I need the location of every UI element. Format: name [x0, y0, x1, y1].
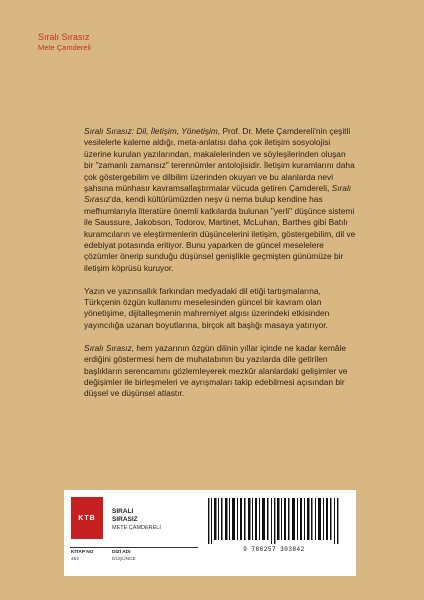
- book-author: Mete Çamdereli: [38, 43, 91, 52]
- header-block: [38, 32, 91, 53]
- publisher-logo: KTB: [71, 497, 103, 539]
- blurb-italic-1: Sıralı Sırasız: Dil, İletişim, Yönetişim,: [84, 126, 221, 136]
- blurb-italic-3: Sıralı Sırasız,: [84, 342, 135, 353]
- publisher-label: [64, 490, 356, 576]
- series-name-header: DİZİ ADI: [112, 550, 131, 555]
- blurb-text-2: 'da, kendi kültürümüzden neşv ü nema bulup kendine has mefhumlarıyla literatüre önemli katkılarda bulunan "yerli" düşünce sistemi ile Saussure, Jakobson, Todorov, Martinet, McLuhan, Barthes gibi Batılı kuramcıların ve eleştirmenlerin düşüncelerini iletişim, göstergebilim, dil ve edebiyat potasında eritiyor. Bunu yaparken de güncel meselelere çözümler önerip sunduğu düşünsel genişlikle geçmişten günümüze bir iletişim köprüsü kuruyor.: [84, 194, 356, 273]
- book-number-value: 462: [71, 557, 80, 562]
- isbn-number: 9 786257 303842: [243, 546, 305, 553]
- label-author: METE ÇAMDERELİ: [112, 525, 161, 531]
- blurb-italic-2: Sıralı Sırasız: [84, 183, 352, 205]
- book-title: Sıralı Sırasız: [38, 32, 90, 42]
- book-number-header: KİTAP NO: [71, 550, 94, 555]
- back-cover-blurb: [84, 126, 356, 411]
- blurb-paragraph-3: [84, 343, 356, 400]
- label-title-line-2: SIRASIZ: [112, 516, 138, 523]
- blurb-text-1: Prof. Dr. Mete Çamdereli'nin çeşitli vesilelerle kaleme aldığı, meta-anlatısı daha çok iletişim sosyolojisi üzerine kurulan yazılarından, makalelerinden ve söyleşilerinden oluşan bir "zamanlı zamansız" terennümler antolojisidir. İletişim kuramlarını daha çok göstergebilim ve dilbilim üzerinden okuyan ve bu alanlarda nevi şahsına münhasır kavramsallaştırmalar vücuda getiren Çamdereli,: [84, 126, 355, 194]
- blurb-paragraph-2: Yazın ve yazınsallık farkından medyadaki dil etiği tartışmalarına, Türkçenin özgün kullanımı meselesinden güncel bir kavram olan yönetişime, dijitalleşmenin mahremiyet algısı üzerindeki etkisinden yayıncılığa uzanan boyutlarına, birçok alt başlığı masaya yatırıyor.: [84, 285, 330, 330]
- label-title: [112, 508, 138, 524]
- series-name-value: DÜŞÜNCE: [112, 557, 136, 562]
- label-title-line-1: SIRALI: [112, 508, 134, 515]
- isbn-barcode: [204, 498, 344, 544]
- label-divider: [70, 547, 198, 548]
- blurb-text-3: hem yazarının özgün dilinin yıllar içinde ne kadar kemâle erdiğini göstermesi hem de muhatabının bu yazılarda dile getirilen başlıkların serencamını gözlemleyerek mezkûr alanlardaki gelişimler ve değişimler ile birleşmeleri ve ayrışmaları takip edebilmesi açısından bir düşsel ve düşünsel atlastır.: [84, 342, 348, 399]
- blurb-paragraph-1: [84, 126, 356, 274]
